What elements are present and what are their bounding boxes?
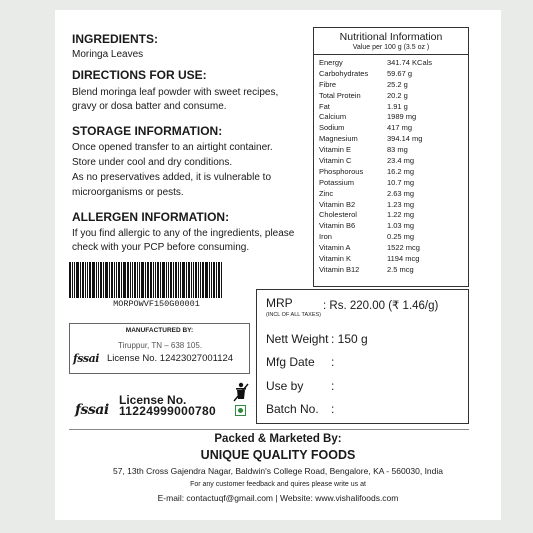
price-box bbox=[256, 289, 469, 424]
nutrient-name: Vitamin B6 bbox=[319, 221, 356, 231]
nutrition-row bbox=[314, 243, 468, 254]
packed-by-heading: Packed & Marketed By: bbox=[214, 433, 342, 445]
nutrition-row bbox=[314, 91, 468, 102]
barcode-bar bbox=[178, 262, 179, 298]
directions-line: Blend moringa leaf powder with sweet recipes, bbox=[72, 87, 279, 98]
nutrient-name: Carbohydrates bbox=[319, 68, 369, 78]
nutrient-name: Total Protein bbox=[319, 90, 361, 100]
nutrition-row bbox=[314, 265, 468, 276]
barcode-bar bbox=[80, 262, 81, 298]
nutrient-name: Vitamin A bbox=[319, 243, 351, 253]
barcode-bar bbox=[109, 262, 110, 298]
barcode-bar bbox=[173, 262, 174, 298]
nutrition-row bbox=[314, 167, 468, 178]
nutrient-value: 417 mg bbox=[387, 123, 413, 133]
barcode-bar bbox=[153, 262, 154, 298]
manufacturer-box bbox=[69, 323, 250, 374]
nutrition-row bbox=[314, 58, 468, 69]
ingredients-text: Moringa Leaves bbox=[72, 49, 144, 60]
nutrient-value: 1194 mcg bbox=[387, 254, 420, 264]
barcode-bar bbox=[188, 262, 190, 298]
barcode-bar bbox=[111, 262, 113, 298]
barcode-bar bbox=[200, 262, 201, 298]
net-weight-label: Nett Weight bbox=[266, 332, 329, 346]
barcode-bar bbox=[134, 262, 136, 298]
barcode-bar bbox=[160, 262, 161, 298]
nutrition-row bbox=[314, 189, 468, 200]
barcode-bar bbox=[69, 262, 71, 298]
nutrient-value: 20.2 g bbox=[387, 90, 408, 100]
barcode-bar bbox=[139, 262, 140, 298]
barcode-bar bbox=[191, 262, 192, 298]
barcode-bar bbox=[175, 262, 177, 298]
nutrition-row bbox=[314, 134, 468, 145]
nutrition-rows bbox=[314, 58, 468, 276]
barcode-bar bbox=[123, 262, 126, 298]
barcode-bar bbox=[216, 262, 217, 298]
barcode-bar bbox=[92, 262, 95, 298]
nutrient-value: 10.7 mg bbox=[387, 177, 415, 187]
barcode-bar bbox=[103, 262, 104, 298]
nutrient-name: Energy bbox=[319, 58, 343, 67]
license-label: License No. bbox=[119, 393, 187, 407]
barcode-bar bbox=[82, 262, 84, 298]
nutrient-value: 341.74 KCals bbox=[387, 58, 433, 67]
barcode-bar bbox=[211, 262, 212, 298]
barcode-bar bbox=[168, 262, 169, 298]
barcode-bar bbox=[198, 262, 199, 298]
nutrition-row bbox=[314, 112, 468, 123]
veg-mark-icon bbox=[235, 405, 246, 416]
barcode-bar bbox=[114, 262, 115, 298]
barcode-bar bbox=[147, 262, 149, 298]
nutrient-name: Potassium bbox=[319, 177, 355, 187]
nutrient-value: 394.14 mg bbox=[387, 134, 423, 144]
barcode-bar bbox=[118, 262, 120, 298]
barcode-bar bbox=[166, 262, 167, 298]
barcode-bar bbox=[145, 262, 146, 298]
nutrient-value: 0.25 mg bbox=[387, 232, 415, 242]
nutrient-value: 1522 mcg bbox=[387, 243, 420, 253]
allergen-line: If you find allergic to any of the ingredients, please bbox=[72, 228, 295, 239]
nutrient-name: Magnesium bbox=[319, 134, 358, 144]
allergen-heading: ALLERGEN INFORMATION: bbox=[72, 210, 230, 224]
barcode-bar bbox=[100, 262, 102, 298]
nutrition-row bbox=[314, 69, 468, 80]
mfg-date-label: Mfg Date bbox=[266, 355, 315, 369]
barcode-bar bbox=[121, 262, 122, 298]
nutrient-value: 59.67 g bbox=[387, 68, 413, 78]
barcode-number: MORPOWVF150G00001 bbox=[113, 299, 200, 309]
nutrition-row bbox=[314, 178, 468, 189]
nutrient-name: Vitamin B12 bbox=[319, 264, 360, 274]
barcode-bar bbox=[205, 262, 208, 298]
barcode-bar bbox=[76, 262, 79, 298]
nutrient-name: Cholesterol bbox=[319, 210, 357, 220]
nutrient-value: 2.63 mg bbox=[387, 188, 415, 198]
barcode-bar bbox=[141, 262, 144, 298]
nutrition-row bbox=[314, 221, 468, 232]
nutrition-row bbox=[314, 232, 468, 243]
allergen-line: check with your PCP before consuming. bbox=[72, 242, 250, 253]
manufacturer-heading: MANUFACTURED BY: bbox=[125, 327, 194, 334]
barcode-bar bbox=[87, 262, 88, 298]
nutrition-row bbox=[314, 200, 468, 211]
nutrient-name: Calcium bbox=[319, 112, 347, 122]
nutrition-row bbox=[314, 80, 468, 91]
barcode-bar bbox=[162, 262, 165, 298]
barcode-bar bbox=[98, 262, 99, 298]
fssai-logo-icon: fssai bbox=[73, 352, 99, 365]
barcode-bar bbox=[202, 262, 204, 298]
nutrient-value: 1.22 mg bbox=[387, 210, 415, 220]
mrp-value: : Rs. 220.00 (₹ 1.46/g) bbox=[323, 300, 439, 312]
barcode bbox=[69, 262, 244, 298]
use-by-label: Use by bbox=[266, 379, 304, 393]
barcode-bar bbox=[74, 262, 75, 298]
nutrient-value: 1989 mg bbox=[387, 112, 417, 122]
storage-line: As no preservatives added, it is vulnerable to bbox=[72, 172, 271, 183]
nutrient-name: Iron bbox=[319, 232, 332, 242]
ingredients-heading: INGREDIENTS: bbox=[72, 32, 159, 46]
barcode-bar bbox=[209, 262, 210, 298]
manufacturer-address: Tiruppur, TN – 638 105. bbox=[118, 341, 203, 350]
nutrient-name: Vitamin E bbox=[319, 145, 351, 155]
barcode-bar bbox=[193, 262, 194, 298]
barcode-bar bbox=[130, 262, 131, 298]
barcode-bar bbox=[85, 262, 86, 298]
nutrition-subtitle: Value per 100 g (3.5 oz ) bbox=[352, 44, 430, 51]
nutrition-row bbox=[314, 145, 468, 156]
barcode-bar bbox=[218, 262, 220, 298]
dustbin-icon bbox=[233, 382, 249, 402]
barcode-bar bbox=[132, 262, 133, 298]
storage-line: Once opened transfer to an airtight container. bbox=[72, 142, 273, 153]
barcode-bar bbox=[182, 262, 185, 298]
storage-line: Store under cool and dry conditions. bbox=[72, 157, 233, 168]
nutrition-divider bbox=[314, 54, 468, 55]
nutrient-name: Vitamin C bbox=[319, 156, 352, 166]
nutrient-value: 25.2 g bbox=[387, 79, 408, 89]
nutrition-row bbox=[314, 102, 468, 113]
contact-info: E-mail: contactuqf@gmail.com | Website: www.vishalifoods.com bbox=[157, 493, 399, 503]
barcode-bar bbox=[72, 262, 73, 298]
company-address: 57, 13th Cross Gajendra Nagar, Baldwin's College Road, Bengalore, KA - 560030, India bbox=[112, 466, 444, 476]
barcode-bar bbox=[157, 262, 159, 298]
nutrient-value: 83 mg bbox=[387, 145, 408, 155]
fssai-logo-icon: fssai bbox=[75, 402, 109, 418]
nutrient-value: 16.2 mg bbox=[387, 166, 415, 176]
nutrition-row bbox=[314, 210, 468, 221]
nutrition-row bbox=[314, 156, 468, 167]
barcode-bar bbox=[150, 262, 152, 298]
nutrient-value: 2.5 mcg bbox=[387, 264, 414, 274]
barcode-bar bbox=[221, 262, 222, 298]
barcode-bar bbox=[116, 262, 117, 298]
nutrient-value: 23.4 mg bbox=[387, 156, 415, 166]
mfg-date-value: : bbox=[331, 355, 335, 369]
nutrient-name: Vitamin K bbox=[319, 254, 351, 264]
use-by-value: : bbox=[331, 379, 335, 393]
nutrient-name: Phosphorous bbox=[319, 166, 364, 176]
barcode-bar bbox=[137, 262, 138, 298]
nutrition-title: Nutritional Information bbox=[339, 31, 443, 43]
divider bbox=[69, 429, 469, 430]
mrp-label: MRP bbox=[266, 296, 293, 310]
barcode-bar bbox=[170, 262, 172, 298]
feedback-text: For any customer feedback and quires please write us at bbox=[190, 481, 366, 488]
directions-line: gravy or dosa batter and consume. bbox=[72, 101, 227, 112]
storage-heading: STORAGE INFORMATION: bbox=[72, 124, 223, 138]
barcode-bar bbox=[96, 262, 97, 298]
nutrition-row bbox=[314, 254, 468, 265]
barcode-bar bbox=[180, 262, 181, 298]
storage-line: microorganisms or pests. bbox=[72, 187, 184, 198]
nutrient-name: Fibre bbox=[319, 79, 337, 89]
nutrient-name: Vitamin B2 bbox=[319, 199, 356, 209]
nutrient-name: Zinc bbox=[319, 188, 334, 198]
batch-value: : bbox=[331, 402, 335, 416]
nutrient-value: 1.23 mg bbox=[387, 199, 415, 209]
nutrient-value: 1.91 g bbox=[387, 101, 408, 111]
veg-mark-dot bbox=[238, 408, 243, 413]
net-weight-value: : 150 g bbox=[331, 332, 368, 346]
barcode-bar bbox=[186, 262, 187, 298]
manufacturer-license: License No. 12423027001124 bbox=[107, 353, 234, 364]
company-name: UNIQUE QUALITY FOODS bbox=[200, 448, 356, 462]
barcode-bar bbox=[213, 262, 215, 298]
nutrient-name: Sodium bbox=[319, 123, 345, 133]
license-number: 11224999000780 bbox=[119, 404, 216, 418]
barcode-bar bbox=[127, 262, 129, 298]
nutrient-name: Fat bbox=[319, 101, 330, 111]
directions-heading: DIRECTIONS FOR USE: bbox=[72, 68, 207, 82]
mrp-note: (INCL OF ALL TAXES) bbox=[266, 312, 322, 318]
nutrient-value: 1.03 mg bbox=[387, 221, 415, 231]
batch-label: Batch No. bbox=[266, 402, 319, 416]
nutrition-row bbox=[314, 123, 468, 134]
barcode-bar bbox=[89, 262, 91, 298]
barcode-bar bbox=[105, 262, 108, 298]
barcode-bar bbox=[155, 262, 156, 298]
barcode-bar bbox=[195, 262, 197, 298]
nutrition-table bbox=[313, 27, 469, 287]
